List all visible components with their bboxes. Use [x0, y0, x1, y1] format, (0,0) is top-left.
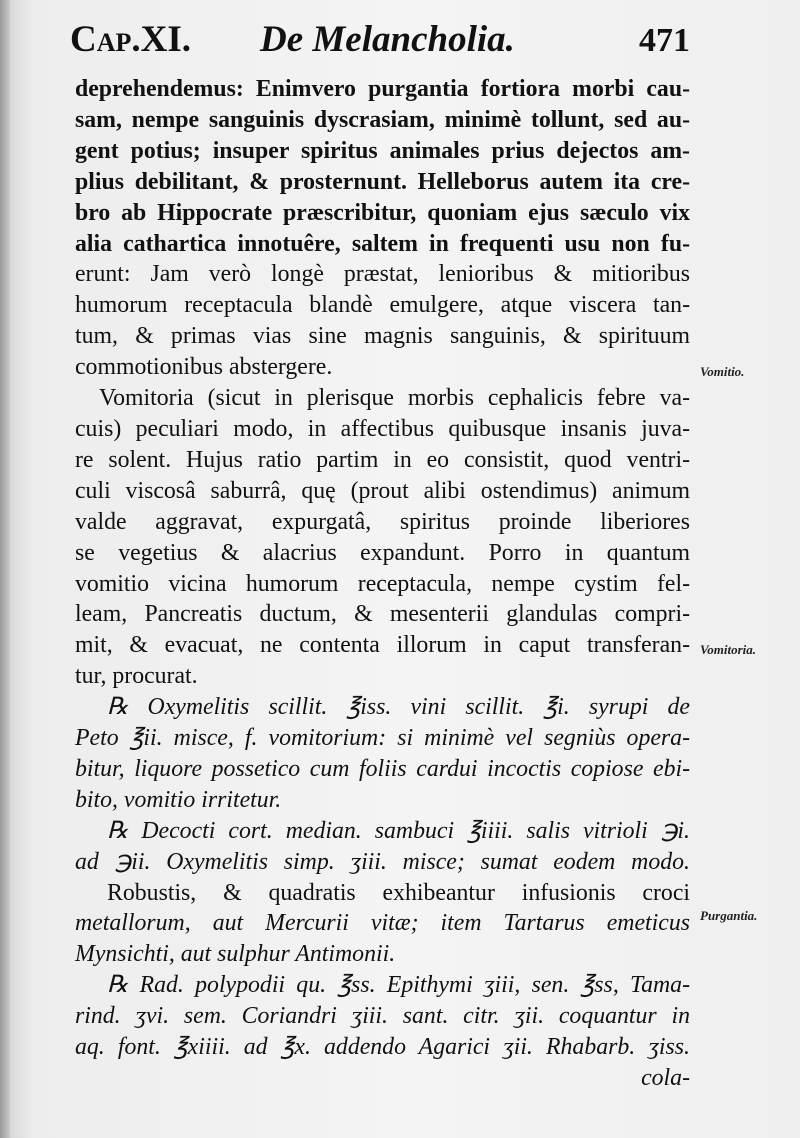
recipe-line: ad ℈ii. Oxymelitis simp. ʒiii. misce; sumat eodem modo. — [75, 848, 690, 875]
text-line: bro ab Hippocrate præscribitur, quoniam ejus sæculo vix — [75, 199, 690, 226]
text-line: leam, Pancreatis ductum, & mesenterii glandulas compri- — [75, 601, 690, 628]
text-line: Vomitoria (sicut in plerisque morbis cephalicis febre va- — [99, 385, 690, 412]
recipe-line: cola- — [641, 1065, 690, 1091]
margin-note-vomitio: Vomitio. — [700, 364, 745, 379]
text-line: re solent. Hujus ratio partim in eo consistit, quod ventri- — [75, 446, 690, 473]
text-line: Mynsichti, aut sulphur Antimonii. — [75, 941, 396, 968]
text-line: tur, procurat. — [75, 663, 198, 690]
recipe-line: Peto ℥ii. misce, f. vomitorium: si minimè vel segniùs opera- — [75, 725, 690, 752]
recipe-line: ℞ Decocti cort. median. sambuci ℥iiii. salis vitrioli ℈i. — [107, 817, 690, 844]
page-title: De Melancholia. — [260, 19, 515, 60]
text-line: se vegetius & alacrius expandunt. Porro in quantum — [75, 539, 690, 566]
text-line: mit, & evacuat, ne contenta illorum in caput transferan- — [75, 632, 690, 659]
text-line: Robustis, & quadratis exhibeantur infusionis croci — [107, 879, 690, 906]
text-line: gent potius; insuper spiritus animales prius dejectos am- — [75, 137, 690, 164]
chapter-heading: Cap.XI. — [70, 19, 191, 60]
text-line: deprehendemus: Enimvero purgantia fortiora morbi cau- — [75, 76, 690, 102]
recipe-line: rind. ʒvi. sem. Coriandri ʒiii. sant. citr. ʒii. coquantur in — [75, 1003, 690, 1030]
recipe-line: aq. font. ℥xiiii. ad ℥x. addendo Agarici ʒii. Rhabarb. ʒiss. — [75, 1034, 690, 1061]
recipe-line: ℞ Rad. polypodii qu. ℥ss. Epithymi ʒiii, sen. ℥ss, Tama- — [107, 972, 690, 999]
text-line: culi viscosâ saburrâ, quę (prout alibi ostendimus) animum — [75, 477, 690, 504]
recipe-line: ℞ Oxymelitis scillit. ℥iss. vini scillit. ℥i. syrupi de — [107, 694, 690, 721]
margin-note-purgantia: Purgantia. — [700, 908, 758, 923]
text-line: valde aggravat, expurgatâ, spiritus proinde liberiores — [75, 508, 690, 535]
text-line: vomitio vicina humorum receptacula, nempe cystim fel- — [75, 570, 690, 597]
text-line: alia cathartica innotuêre, saltem in frequenti usu non fu- — [75, 230, 690, 257]
recipe-line: bito, vomitio irritetur. — [75, 786, 282, 813]
margin-note-vomitoria: Vomitoria. — [700, 642, 756, 657]
text-line: commotionibus abstergere. — [75, 354, 333, 381]
main-text — [75, 74, 690, 1094]
running-header — [70, 18, 690, 76]
text-line: plius debilitant, & prosternunt. Helleborus autem ita cre- — [75, 168, 690, 195]
text-line: erunt: Jam verò longè præstat, lenioribus & mitioribus — [75, 261, 690, 288]
book-page — [10, 0, 800, 1138]
recipe-line: bitur, liquore possetico cum foliis cardui incoctis copiose ebi- — [75, 755, 690, 782]
page-number: 471 — [639, 22, 690, 59]
text-line: sam, nempe sanguinis dyscrasiam, minimè tollunt, sed au- — [75, 106, 690, 133]
text-line: metallorum, aut Mercurii vitæ; item Tartarus emeticus — [75, 910, 690, 937]
text-line: cuis) peculiari modo, in affectibus quibusque insanis juva- — [75, 415, 690, 442]
text-line: humorum receptacula blandè emulgere, atque viscera tan- — [75, 292, 690, 319]
text-line: tum, & primas vias sine magnis sanguinis, & spirituum — [75, 323, 690, 350]
